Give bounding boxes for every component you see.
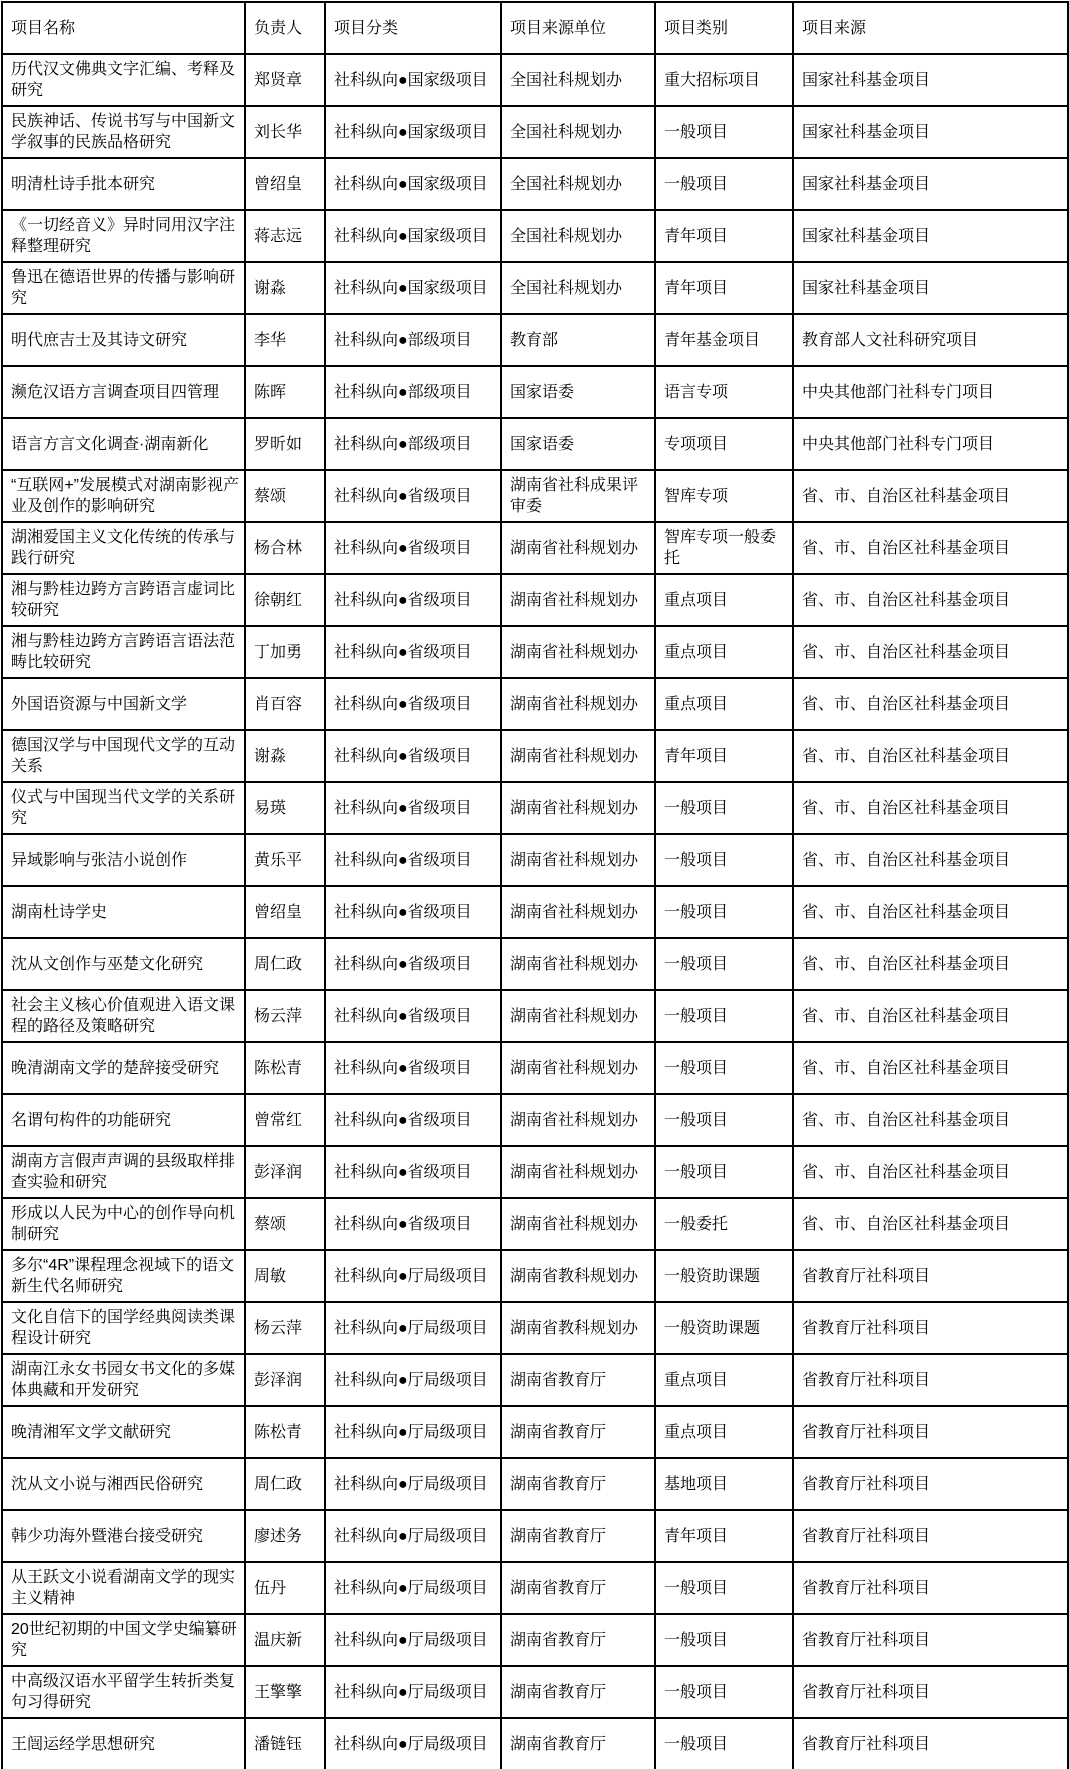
cell-name: 语言方言文化调查·湖南新化 — [2, 418, 245, 470]
cell-source: 省、市、自治区社科基金项目 — [793, 886, 1068, 938]
cell-category: 一般项目 — [655, 1146, 793, 1198]
cell-source: 省、市、自治区社科基金项目 — [793, 1042, 1068, 1094]
cell-source_unit: 湖南省教育厅 — [501, 1666, 655, 1718]
cell-category: 青年项目 — [655, 1510, 793, 1562]
cell-name: 湖南江永女书园女书文化的多媒体典藏和开发研究 — [2, 1354, 245, 1406]
cell-classification: 社科纵向●厅局级项目 — [325, 1614, 501, 1666]
cell-classification: 社科纵向●省级项目 — [325, 782, 501, 834]
cell-source: 省、市、自治区社科基金项目 — [793, 834, 1068, 886]
cell-classification: 社科纵向●厅局级项目 — [325, 1458, 501, 1510]
cell-source_unit: 教育部 — [501, 314, 655, 366]
cell-source_unit: 湖南省社科规划办 — [501, 678, 655, 730]
cell-leader: 曾绍皇 — [245, 886, 325, 938]
cell-source_unit: 湖南省社科规划办 — [501, 834, 655, 886]
cell-category: 智库专项 — [655, 470, 793, 522]
cell-name: 形成以人民为中心的创作导向机制研究 — [2, 1198, 245, 1250]
cell-leader: 谢淼 — [245, 262, 325, 314]
cell-source: 省教育厅社科项目 — [793, 1406, 1068, 1458]
cell-leader: 郑贤章 — [245, 54, 325, 106]
cell-leader: 蔡颂 — [245, 1198, 325, 1250]
cell-source: 国家社科基金项目 — [793, 262, 1068, 314]
cell-category: 重点项目 — [655, 1406, 793, 1458]
table-row — [2, 1198, 1068, 1250]
cell-name: “互联网+”发展模式对湖南影视产业及创作的影响研究 — [2, 470, 245, 522]
cell-classification: 社科纵向●省级项目 — [325, 990, 501, 1042]
cell-name: 王闿运经学思想研究 — [2, 1718, 245, 1769]
cell-name: 晚清湘军文学文献研究 — [2, 1406, 245, 1458]
cell-category: 一般项目 — [655, 1094, 793, 1146]
cell-source_unit: 湖南省社科规划办 — [501, 782, 655, 834]
cell-name: 民族神话、传说书写与中国新文学叙事的民族品格研究 — [2, 106, 245, 158]
cell-source_unit: 湖南省教育厅 — [501, 1614, 655, 1666]
cell-source: 教育部人文社科研究项目 — [793, 314, 1068, 366]
cell-category: 一般资助课题 — [655, 1302, 793, 1354]
cell-source_unit: 全国社科规划办 — [501, 106, 655, 158]
cell-leader: 刘长华 — [245, 106, 325, 158]
cell-leader: 伍丹 — [245, 1562, 325, 1614]
cell-classification: 社科纵向●部级项目 — [325, 314, 501, 366]
table-row — [2, 418, 1068, 470]
cell-source_unit: 全国社科规划办 — [501, 262, 655, 314]
cell-source: 省、市、自治区社科基金项目 — [793, 1146, 1068, 1198]
cell-category: 一般项目 — [655, 990, 793, 1042]
cell-source_unit: 湖南省社科规划办 — [501, 626, 655, 678]
table-row — [2, 1718, 1068, 1769]
cell-leader: 王擎擎 — [245, 1666, 325, 1718]
cell-name: 德国汉学与中国现代文学的互动关系 — [2, 730, 245, 782]
cell-source: 省教育厅社科项目 — [793, 1614, 1068, 1666]
cell-category: 一般项目 — [655, 106, 793, 158]
header-row — [2, 2, 1068, 54]
cell-leader: 易瑛 — [245, 782, 325, 834]
cell-source_unit: 湖南省社科规划办 — [501, 1094, 655, 1146]
table-row — [2, 1614, 1068, 1666]
cell-source: 省、市、自治区社科基金项目 — [793, 574, 1068, 626]
table-row — [2, 1146, 1068, 1198]
cell-source: 省、市、自治区社科基金项目 — [793, 470, 1068, 522]
column-header-name: 项目名称 — [2, 2, 245, 54]
table-row — [2, 574, 1068, 626]
table-row — [2, 158, 1068, 210]
table-row — [2, 678, 1068, 730]
projects-table — [1, 1, 1069, 1769]
cell-classification: 社科纵向●部级项目 — [325, 418, 501, 470]
cell-name: 晚清湖南文学的楚辞接受研究 — [2, 1042, 245, 1094]
cell-source_unit: 湖南省教育厅 — [501, 1510, 655, 1562]
cell-classification: 社科纵向●厅局级项目 — [325, 1510, 501, 1562]
table-row — [2, 314, 1068, 366]
cell-classification: 社科纵向●省级项目 — [325, 574, 501, 626]
cell-source_unit: 湖南省社科规划办 — [501, 990, 655, 1042]
cell-source_unit: 湖南省社科规划办 — [501, 730, 655, 782]
cell-classification: 社科纵向●省级项目 — [325, 626, 501, 678]
cell-leader: 廖述务 — [245, 1510, 325, 1562]
cell-source: 国家社科基金项目 — [793, 158, 1068, 210]
cell-classification: 社科纵向●部级项目 — [325, 366, 501, 418]
cell-category: 一般项目 — [655, 1718, 793, 1769]
table-row — [2, 470, 1068, 522]
table-row — [2, 886, 1068, 938]
cell-name: 历代汉文佛典文字汇编、考释及研究 — [2, 54, 245, 106]
table-row — [2, 1510, 1068, 1562]
cell-classification: 社科纵向●省级项目 — [325, 522, 501, 574]
cell-source_unit: 湖南省社科成果评审委 — [501, 470, 655, 522]
cell-leader: 周敏 — [245, 1250, 325, 1302]
cell-leader: 杨合林 — [245, 522, 325, 574]
cell-leader: 潘链钰 — [245, 1718, 325, 1769]
cell-classification: 社科纵向●省级项目 — [325, 1042, 501, 1094]
cell-category: 语言专项 — [655, 366, 793, 418]
cell-name: 仪式与中国现当代文学的关系研究 — [2, 782, 245, 834]
cell-source_unit: 全国社科规划办 — [501, 54, 655, 106]
cell-category: 一般项目 — [655, 1042, 793, 1094]
cell-source_unit: 全国社科规划办 — [501, 158, 655, 210]
cell-classification: 社科纵向●省级项目 — [325, 470, 501, 522]
cell-source: 国家社科基金项目 — [793, 106, 1068, 158]
cell-leader: 陈晖 — [245, 366, 325, 418]
cell-category: 青年基金项目 — [655, 314, 793, 366]
cell-category: 重点项目 — [655, 1354, 793, 1406]
cell-source: 省教育厅社科项目 — [793, 1562, 1068, 1614]
cell-leader: 彭泽润 — [245, 1354, 325, 1406]
table-row — [2, 626, 1068, 678]
table-row — [2, 366, 1068, 418]
table-row — [2, 1562, 1068, 1614]
cell-name: 异域影响与张洁小说创作 — [2, 834, 245, 886]
cell-source: 省、市、自治区社科基金项目 — [793, 678, 1068, 730]
table-row — [2, 1406, 1068, 1458]
cell-name: 韩少功海外暨港台接受研究 — [2, 1510, 245, 1562]
cell-category: 智库专项一般委托 — [655, 522, 793, 574]
cell-source: 省、市、自治区社科基金项目 — [793, 730, 1068, 782]
cell-leader: 李华 — [245, 314, 325, 366]
cell-leader: 罗昕如 — [245, 418, 325, 470]
cell-classification: 社科纵向●国家级项目 — [325, 54, 501, 106]
cell-leader: 温庆新 — [245, 1614, 325, 1666]
cell-name: 社会主义核心价值观进入语文课程的路径及策略研究 — [2, 990, 245, 1042]
cell-category: 重点项目 — [655, 678, 793, 730]
cell-category: 一般项目 — [655, 1562, 793, 1614]
column-header-leader: 负责人 — [245, 2, 325, 54]
cell-source: 省教育厅社科项目 — [793, 1302, 1068, 1354]
cell-source: 中央其他部门社科专门项目 — [793, 418, 1068, 470]
cell-category: 重点项目 — [655, 574, 793, 626]
cell-source_unit: 湖南省社科规划办 — [501, 522, 655, 574]
table-row — [2, 210, 1068, 262]
table-row — [2, 938, 1068, 990]
cell-classification: 社科纵向●国家级项目 — [325, 158, 501, 210]
table-row — [2, 1666, 1068, 1718]
cell-source: 省、市、自治区社科基金项目 — [793, 938, 1068, 990]
cell-name: 湖湘爱国主义文化传统的传承与践行研究 — [2, 522, 245, 574]
cell-classification: 社科纵向●省级项目 — [325, 834, 501, 886]
cell-name: 湖南杜诗学史 — [2, 886, 245, 938]
cell-classification: 社科纵向●省级项目 — [325, 678, 501, 730]
cell-leader: 周仁政 — [245, 1458, 325, 1510]
cell-name: 沈从文创作与巫楚文化研究 — [2, 938, 245, 990]
cell-source_unit: 湖南省教育厅 — [501, 1458, 655, 1510]
cell-source: 省教育厅社科项目 — [793, 1718, 1068, 1769]
column-header-classification: 项目分类 — [325, 2, 501, 54]
cell-classification: 社科纵向●国家级项目 — [325, 106, 501, 158]
cell-source: 省、市、自治区社科基金项目 — [793, 1094, 1068, 1146]
cell-source_unit: 湖南省教育厅 — [501, 1718, 655, 1769]
cell-source: 省教育厅社科项目 — [793, 1354, 1068, 1406]
table-row — [2, 106, 1068, 158]
cell-source_unit: 湖南省社科规划办 — [501, 1042, 655, 1094]
cell-category: 一般项目 — [655, 938, 793, 990]
cell-source: 省、市、自治区社科基金项目 — [793, 626, 1068, 678]
table-body — [2, 54, 1068, 1769]
cell-source_unit: 国家语委 — [501, 366, 655, 418]
column-header-source: 项目来源 — [793, 2, 1068, 54]
table-row — [2, 1302, 1068, 1354]
cell-source_unit: 湖南省教科规划办 — [501, 1302, 655, 1354]
table-row — [2, 1042, 1068, 1094]
cell-source_unit: 湖南省教育厅 — [501, 1354, 655, 1406]
cell-leader: 周仁政 — [245, 938, 325, 990]
cell-name: 鲁迅在德语世界的传播与影响研究 — [2, 262, 245, 314]
cell-category: 青年项目 — [655, 730, 793, 782]
cell-name: 名谓句构件的功能研究 — [2, 1094, 245, 1146]
cell-source_unit: 湖南省社科规划办 — [501, 886, 655, 938]
cell-name: 从王跃文小说看湖南文学的现实主义精神 — [2, 1562, 245, 1614]
cell-name: 湘与黔桂边跨方言跨语言虚词比较研究 — [2, 574, 245, 626]
cell-category: 一般项目 — [655, 782, 793, 834]
cell-source_unit: 湖南省教科规划办 — [501, 1250, 655, 1302]
cell-name: 外国语资源与中国新文学 — [2, 678, 245, 730]
table-row — [2, 262, 1068, 314]
cell-classification: 社科纵向●国家级项目 — [325, 210, 501, 262]
table-row — [2, 990, 1068, 1042]
cell-classification: 社科纵向●厅局级项目 — [325, 1406, 501, 1458]
cell-classification: 社科纵向●厅局级项目 — [325, 1666, 501, 1718]
cell-category: 一般项目 — [655, 834, 793, 886]
cell-source: 省教育厅社科项目 — [793, 1510, 1068, 1562]
cell-leader: 黄乐平 — [245, 834, 325, 886]
cell-source: 省教育厅社科项目 — [793, 1458, 1068, 1510]
cell-source: 中央其他部门社科专门项目 — [793, 366, 1068, 418]
cell-leader: 曾绍皇 — [245, 158, 325, 210]
cell-category: 一般资助课题 — [655, 1250, 793, 1302]
cell-classification: 社科纵向●省级项目 — [325, 886, 501, 938]
cell-name: 《一切经音义》异时同用汉字注释整理研究 — [2, 210, 245, 262]
cell-name: 濒危汉语方言调查项目四管理 — [2, 366, 245, 418]
cell-name: 中高级汉语水平留学生转折类复句习得研究 — [2, 1666, 245, 1718]
cell-leader: 徐朝红 — [245, 574, 325, 626]
cell-source_unit: 湖南省社科规划办 — [501, 574, 655, 626]
cell-leader: 曾常红 — [245, 1094, 325, 1146]
cell-classification: 社科纵向●国家级项目 — [325, 262, 501, 314]
cell-source_unit: 湖南省社科规划办 — [501, 938, 655, 990]
table-row — [2, 1250, 1068, 1302]
column-header-category: 项目类别 — [655, 2, 793, 54]
cell-category: 重大招标项目 — [655, 54, 793, 106]
cell-category: 重点项目 — [655, 626, 793, 678]
cell-leader: 陈松青 — [245, 1042, 325, 1094]
cell-category: 青年项目 — [655, 210, 793, 262]
table-row — [2, 834, 1068, 886]
cell-source: 省教育厅社科项目 — [793, 1666, 1068, 1718]
cell-leader: 陈松青 — [245, 1406, 325, 1458]
cell-leader: 蔡颂 — [245, 470, 325, 522]
table-row — [2, 1094, 1068, 1146]
cell-source_unit: 湖南省社科规划办 — [501, 1198, 655, 1250]
table-row — [2, 522, 1068, 574]
cell-classification: 社科纵向●省级项目 — [325, 730, 501, 782]
cell-source_unit: 国家语委 — [501, 418, 655, 470]
cell-name: 明代庶吉士及其诗文研究 — [2, 314, 245, 366]
cell-leader: 丁加勇 — [245, 626, 325, 678]
cell-name: 湘与黔桂边跨方言跨语言语法范畴比较研究 — [2, 626, 245, 678]
table-row — [2, 1458, 1068, 1510]
cell-classification: 社科纵向●厅局级项目 — [325, 1718, 501, 1769]
cell-leader: 谢淼 — [245, 730, 325, 782]
cell-classification: 社科纵向●厅局级项目 — [325, 1354, 501, 1406]
cell-name: 多尔“4R”课程理念视域下的语文新生代名师研究 — [2, 1250, 245, 1302]
cell-category: 一般项目 — [655, 1614, 793, 1666]
cell-leader: 杨云萍 — [245, 1302, 325, 1354]
cell-source: 国家社科基金项目 — [793, 54, 1068, 106]
cell-source_unit: 湖南省教育厅 — [501, 1406, 655, 1458]
cell-name: 20世纪初期的中国文学史编纂研究 — [2, 1614, 245, 1666]
cell-category: 专项项目 — [655, 418, 793, 470]
cell-classification: 社科纵向●厅局级项目 — [325, 1250, 501, 1302]
cell-name: 湖南方言假声声调的县级取样排查实验和研究 — [2, 1146, 245, 1198]
cell-source_unit: 湖南省教育厅 — [501, 1562, 655, 1614]
cell-source: 国家社科基金项目 — [793, 210, 1068, 262]
cell-source: 省、市、自治区社科基金项目 — [793, 782, 1068, 834]
table-row — [2, 730, 1068, 782]
cell-source_unit: 全国社科规划办 — [501, 210, 655, 262]
cell-category: 一般项目 — [655, 886, 793, 938]
table-row — [2, 1354, 1068, 1406]
cell-classification: 社科纵向●省级项目 — [325, 1094, 501, 1146]
table-row — [2, 54, 1068, 106]
cell-leader: 杨云萍 — [245, 990, 325, 1042]
cell-name: 文化自信下的国学经典阅读类课程设计研究 — [2, 1302, 245, 1354]
cell-name: 沈从文小说与湘西民俗研究 — [2, 1458, 245, 1510]
cell-leader: 蒋志远 — [245, 210, 325, 262]
cell-category: 青年项目 — [655, 262, 793, 314]
cell-source_unit: 湖南省社科规划办 — [501, 1146, 655, 1198]
cell-source: 省、市、自治区社科基金项目 — [793, 1198, 1068, 1250]
cell-category: 一般项目 — [655, 1666, 793, 1718]
cell-source: 省、市、自治区社科基金项目 — [793, 990, 1068, 1042]
cell-classification: 社科纵向●厅局级项目 — [325, 1302, 501, 1354]
cell-classification: 社科纵向●省级项目 — [325, 1198, 501, 1250]
cell-classification: 社科纵向●厅局级项目 — [325, 1562, 501, 1614]
cell-name: 明清杜诗手批本研究 — [2, 158, 245, 210]
cell-classification: 社科纵向●省级项目 — [325, 938, 501, 990]
cell-source: 省、市、自治区社科基金项目 — [793, 522, 1068, 574]
cell-source: 省教育厅社科项目 — [793, 1250, 1068, 1302]
cell-leader: 彭泽润 — [245, 1146, 325, 1198]
table-row — [2, 782, 1068, 834]
cell-category: 一般项目 — [655, 158, 793, 210]
column-header-source_unit: 项目来源单位 — [501, 2, 655, 54]
cell-classification: 社科纵向●省级项目 — [325, 1146, 501, 1198]
cell-category: 一般委托 — [655, 1198, 793, 1250]
cell-leader: 肖百容 — [245, 678, 325, 730]
cell-category: 基地项目 — [655, 1458, 793, 1510]
